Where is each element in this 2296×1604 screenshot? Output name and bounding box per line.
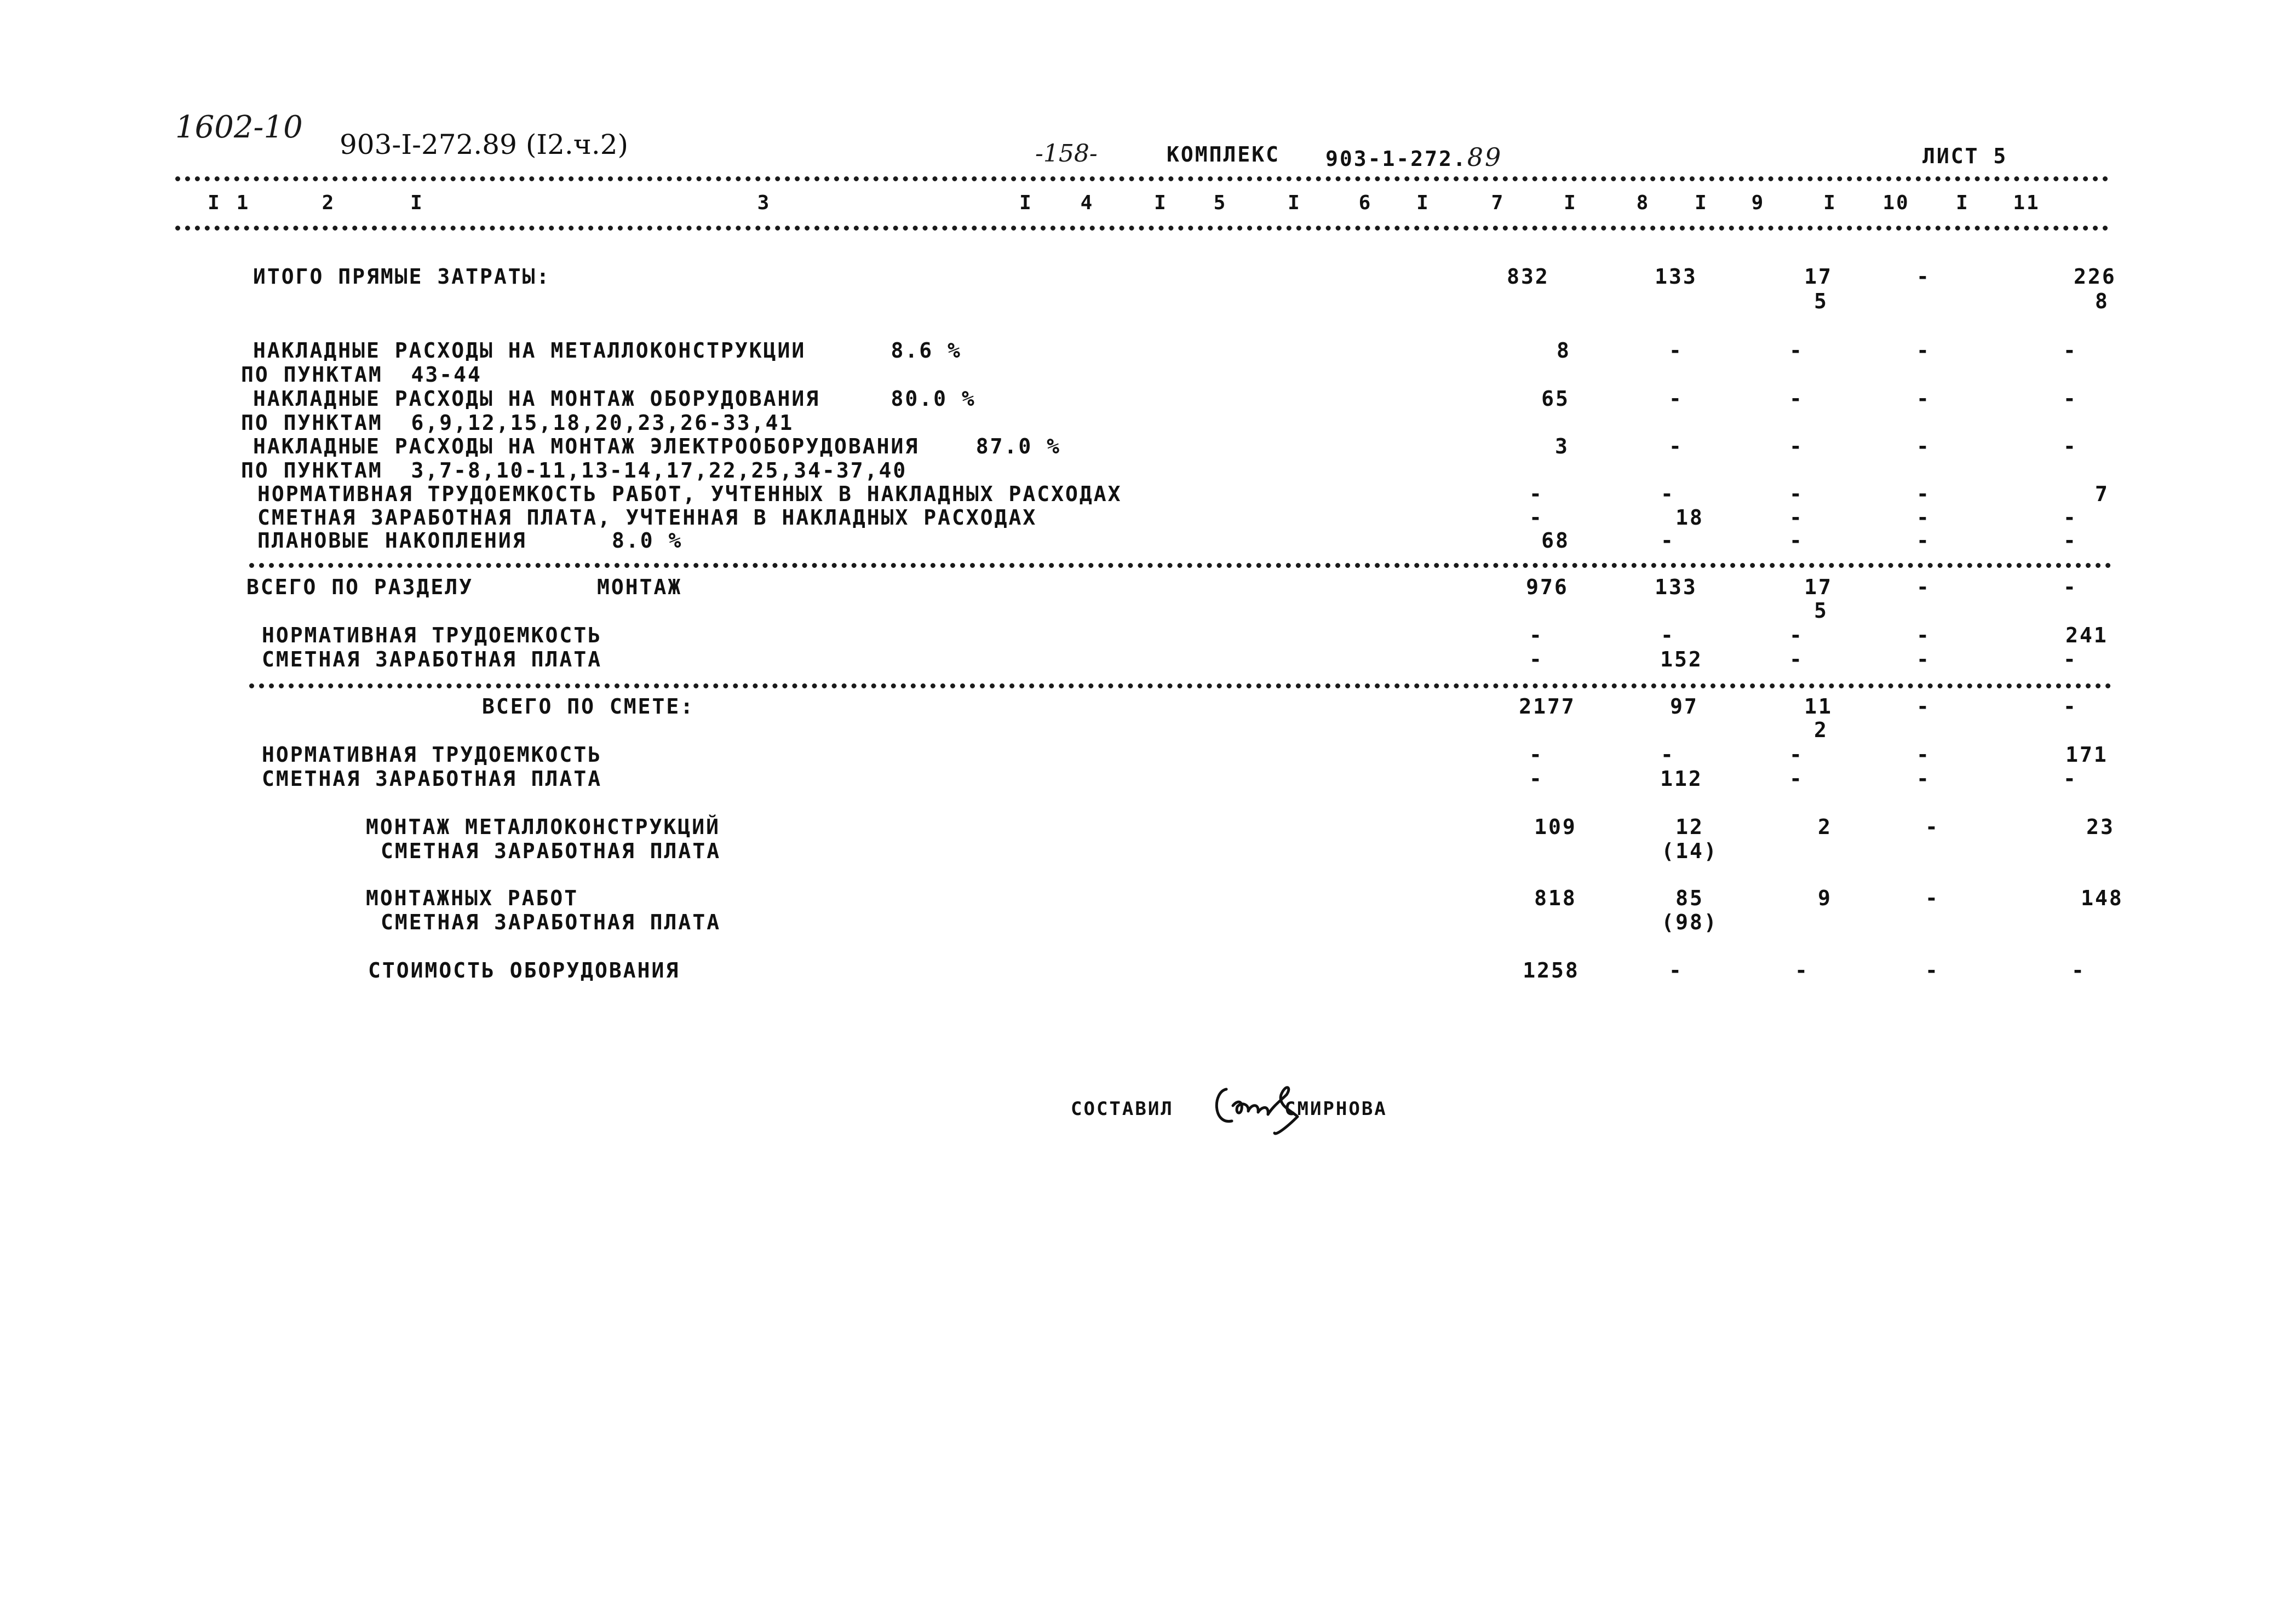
handwritten-document-number: 1602-10 [175,110,303,145]
breakdown-label: МОНТАЖ МЕТАЛЛОКОНСТРУКЦИЙ [366,815,720,839]
row-sublabel: ПО ПУНКТАМ 3,7-8,10-11,13-14,17,22,25,34-37,40 [241,458,908,482]
sheet-label: ЛИСТ 5 [1922,144,2008,168]
complex-code-printed: 903-1-272. [1325,147,1467,171]
column-separator: I [1823,192,1835,214]
row-label: ПЛАНОВЫЕ НАКОПЛЕНИЯ 8.0 % [257,528,683,553]
page-marker: -158- [1035,140,1098,168]
cell-col7: - [1529,505,1543,530]
wage-label: СМЕТНАЯ ЗАРАБОТНАЯ ПЛАТА [262,647,602,671]
column-separator: I [208,192,220,214]
cell-col10: - [1916,743,1931,767]
cell-col7: - [1529,743,1543,767]
cell-col10: - [1916,767,1931,791]
breakdown-label: СТОИМОСТЬ ОБОРУДОВАНИЯ [368,958,680,982]
row-label: СМЕТНАЯ ЗАРАБОТНАЯ ПЛАТА, УЧТЕННАЯ В НАКЛАДНЫХ РАСХОДАХ [257,505,1037,530]
cell-col9: - [1789,338,1804,363]
row-label: НАКЛАДНЫЕ РАСХОДЫ НА МОНТАЖ ОБОРУДОВАНИЯ 80.0 % [253,387,976,411]
cell-col8: 133 [1655,265,1697,289]
cell-col8-second-line: (98) [1661,910,1718,934]
cell-col11: 226 [2074,265,2116,289]
cell-col11: 7 [2095,482,2109,506]
cell-col7: 2177 [1519,694,1576,718]
complex-code [1325,142,1502,172]
cell-col7: - [1529,623,1543,647]
cell-col11: - [2063,338,2077,363]
cell-col8: 152 [1660,647,1703,671]
cell-col10: - [1916,694,1931,718]
cell-col11: 148 [2081,886,2123,910]
cell-col8: - [1661,743,1675,767]
cell-col8: - [1661,623,1675,647]
cell-col11: - [2063,387,2077,411]
labor-label: НОРМАТИВНАЯ ТРУДОЕМКОСТЬ [262,743,602,767]
compiled-by-name: СМИРНОВА [1284,1098,1387,1120]
breakdown-sublabel: СМЕТНАЯ ЗАРАБОТНАЯ ПЛАТА [381,839,721,863]
section-total-label: ВСЕГО ПО РАЗДЕЛУ [246,575,474,599]
column-header: 4 [1080,192,1094,214]
section-name: МОНТАЖ [597,575,682,599]
cell-col10: - [1916,647,1931,671]
cell-col10: - [1925,958,1939,982]
cell-col9-second-line: 2 [1814,718,1828,742]
compiled-by-label: СОСТАВИЛ [1071,1098,1174,1120]
cell-col11: - [2063,434,2077,458]
cell-col8: 18 [1675,505,1704,530]
column-header: 10 [1882,192,1910,214]
cell-col8: - [1661,528,1675,553]
wage-label: СМЕТНАЯ ЗАРАБОТНАЯ ПЛАТА [262,767,602,791]
cell-col7: - [1529,482,1543,506]
cell-col9: - [1789,482,1804,506]
cell-col11: - [2063,694,2077,718]
cell-col9: - [1789,387,1804,411]
column-header: 3 [757,192,771,214]
cell-col7: 818 [1534,886,1577,910]
row-label: НОРМАТИВНАЯ ТРУДОЕМКОСТЬ РАБОТ, УЧТЕННЫХ В НАКЛАДНЫХ РАСХОДАХ [257,482,1122,506]
cell-col9-second-line: 5 [1814,289,1828,313]
cell-col9-second-line: 5 [1814,599,1828,623]
cell-col11: - [2063,528,2077,553]
cell-col11: 23 [2086,815,2115,839]
cell-col10: - [1916,505,1931,530]
column-header: 1 [236,192,250,214]
cell-col8: 112 [1660,767,1703,791]
cell-col11-second-line: 8 [2095,289,2109,313]
column-separator: I [1695,192,1707,214]
cell-col10: - [1925,815,1939,839]
row-label: ИТОГО ПРЯМЫЕ ЗАТРАТЫ: [253,265,551,289]
cell-col7: 976 [1526,575,1569,599]
estimate-divider [249,683,2111,688]
cell-col9: 2 [1818,815,1832,839]
cell-col11: - [2063,767,2077,791]
column-separator: I [1019,192,1031,214]
cell-col8: 12 [1675,815,1704,839]
cell-col8: - [1669,434,1683,458]
complex-label: КОМПЛЕКС [1167,142,1281,166]
cell-col10: - [1916,338,1931,363]
cell-col9: - [1789,623,1804,647]
header-top-rule [175,176,2109,181]
cell-col9: 9 [1818,886,1832,910]
cell-col7: 832 [1507,265,1549,289]
cell-col11: 241 [2065,623,2108,647]
labor-label: НОРМАТИВНАЯ ТРУДОЕМКОСТЬ [262,623,602,647]
row-label: НАКЛАДНЫЕ РАСХОДЫ НА МЕТАЛЛОКОНСТРУКЦИИ 8.6 % [253,338,962,363]
cell-col9: 17 [1804,265,1833,289]
row-label: НАКЛАДНЫЕ РАСХОДЫ НА МОНТАЖ ЭЛЕКТРООБОРУДОВАНИЯ 87.0 % [253,434,1061,458]
column-separator: I [1154,192,1166,214]
column-separator: I [1416,192,1428,214]
cell-col9: - [1789,434,1804,458]
estimate-total-label: ВСЕГО ПО СМЕТЕ: [482,694,695,718]
cell-col9: 11 [1804,694,1833,718]
row-sublabel: ПО ПУНКТАМ 6,9,12,15,18,20,23,26-33,41 [241,411,794,435]
cell-col7: 1258 [1523,958,1580,982]
cell-col10: - [1916,528,1931,553]
cell-col10: - [1916,387,1931,411]
signature [1189,1062,1287,1128]
cell-col7: 68 [1541,528,1570,553]
cell-col9: - [1789,647,1804,671]
column-header: 7 [1491,192,1505,214]
cell-col8-second-line: (14) [1661,839,1718,863]
cell-col8: 133 [1655,575,1697,599]
cell-col8: 85 [1675,886,1704,910]
cell-col7: 109 [1534,815,1577,839]
cell-col11: 171 [2065,743,2108,767]
cell-col10: - [1916,265,1931,289]
column-header: 5 [1213,192,1227,214]
cell-col11: - [2063,575,2077,599]
cell-col9: - [1789,767,1804,791]
cell-col8: - [1669,338,1683,363]
cell-col7: 3 [1555,434,1569,458]
cell-col7: 8 [1557,338,1571,363]
cell-col9: - [1789,743,1804,767]
cell-col7: - [1529,767,1543,791]
cell-col8: - [1669,387,1683,411]
column-separator: I [1288,192,1300,214]
cell-col9: - [1795,958,1809,982]
header-bottom-rule [175,226,2109,231]
column-separator: I [1564,192,1576,214]
cell-col9: - [1789,505,1804,530]
cell-col8: 97 [1670,694,1698,718]
section-divider [249,563,2111,568]
column-header: 2 [322,192,336,214]
cell-col10: - [1916,482,1931,506]
column-separator: I [410,192,422,214]
column-separator: I [1956,192,1968,214]
document-code: 903-I-272.89 (I2.ч.2) [340,129,629,160]
breakdown-sublabel: СМЕТНАЯ ЗАРАБОТНАЯ ПЛАТА [381,910,721,934]
cell-col10: - [1916,575,1931,599]
column-header: 8 [1636,192,1650,214]
cell-col9: - [1789,528,1804,553]
cell-col9: 17 [1804,575,1833,599]
row-sublabel: ПО ПУНКТАМ 43-44 [241,363,482,387]
cell-col11: - [2063,505,2077,530]
cell-col11: - [2071,958,2086,982]
cell-col8: - [1661,482,1675,506]
cell-col10: - [1925,886,1939,910]
cell-col10: - [1916,434,1931,458]
cell-col10: - [1916,623,1931,647]
cell-col7: - [1529,647,1543,671]
column-header: 6 [1358,192,1373,214]
cell-col7: 65 [1541,387,1570,411]
complex-code-handwritten: 89 [1467,142,1503,172]
breakdown-label: МОНТАЖНЫХ РАБОТ [366,886,579,910]
cell-col11: - [2063,647,2077,671]
column-header: 11 [2013,192,2040,214]
cell-col8: - [1669,958,1683,982]
column-header: 9 [1751,192,1765,214]
